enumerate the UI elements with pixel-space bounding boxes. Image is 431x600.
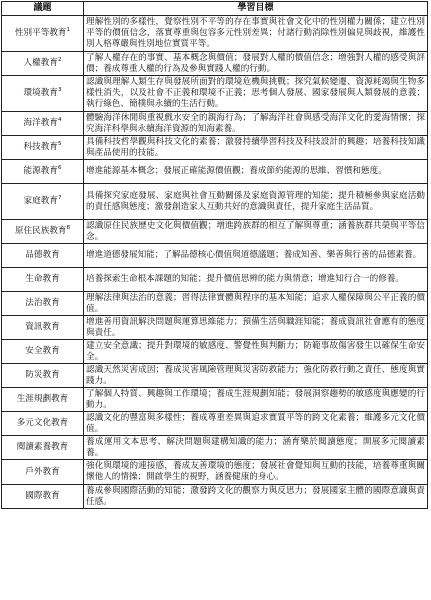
issue-cell (2, 184, 84, 220)
issue-cell (2, 52, 84, 76)
issue-name: 閱讀素養教育 (16, 442, 69, 452)
table-row (2, 112, 428, 136)
issue-cell (2, 412, 84, 436)
header-issue: 議題 (2, 2, 84, 16)
issue-cell (2, 364, 84, 388)
issue-name: 國際教育 (25, 491, 60, 501)
table-row (2, 292, 428, 316)
goal-cell: 認識文化的豐富與多樣性；養成尊重差異與追求實質平等的跨文化素養；維護多元文化價值。 (84, 412, 428, 436)
footnote-marker: 5 (57, 141, 62, 148)
table-row (2, 388, 428, 412)
table-row (2, 485, 428, 509)
issue-name: 人權教育 (23, 58, 58, 68)
issue-cell (2, 316, 84, 340)
table-row (2, 460, 428, 485)
issue-name: 戶外教育 (25, 466, 60, 477)
issue-name: 性別平等教育 (14, 28, 67, 38)
table-row (2, 220, 428, 244)
issue-name: 資訊教育 (25, 322, 60, 332)
issue-name: 安全教育 (25, 346, 60, 356)
footnote-marker: 3 (57, 87, 62, 94)
issue-name: 多元文化教育 (16, 418, 69, 428)
issue-cell (2, 292, 84, 316)
table-row (2, 268, 428, 292)
table-row (2, 76, 428, 112)
header-goal: 學習目標 (84, 2, 428, 16)
goal-cell: 具備科技哲學觀與科技文化的素養；激發持續學習科技及科技設計的興趣；培養科技知識與產品使用的技能。 (84, 136, 428, 160)
issue-name: 家庭教育 (23, 196, 58, 206)
issue-cell (2, 485, 84, 509)
goal-cell: 增進道德發展知能；了解品德核心價值與道德議題；養成知善、樂善與行善的品德素養。 (84, 244, 428, 268)
issue-cell (2, 388, 84, 412)
table-row (2, 340, 428, 364)
goal-cell: 養成運用文本思考、解決問題與建構知識的能力；涵育樂於閱讀態度；開展多元閱讀素養。 (84, 436, 428, 460)
table-row (2, 244, 428, 268)
table-row (2, 136, 428, 160)
issue-name: 品德教育 (25, 250, 60, 260)
issue-name: 生命教育 (25, 274, 60, 284)
table-row (2, 364, 428, 388)
footnote-marker: 1 (66, 27, 71, 34)
issue-cell (2, 268, 84, 292)
goal-cell: 了解個人特質、興趣與工作環境；養成生涯規劃知能；發展洞察趨勢的敏感度與應變的行動力。 (84, 388, 428, 412)
issue-name: 能源教育 (23, 166, 58, 176)
footnote-marker: 7 (57, 195, 62, 202)
table-header-row (2, 2, 428, 16)
issue-cell (2, 244, 84, 268)
goal-cell: 培養探索生命根本課題的知能；提升價值思辨的能力與情意；增進知行合一的修養。 (84, 268, 428, 292)
issue-name: 科技教育 (23, 142, 58, 152)
table-row (2, 52, 428, 76)
issue-cell (2, 340, 84, 364)
table-row (2, 160, 428, 184)
goal-cell: 增進能源基本概念；發展正確能源價值觀；養成節約能源的思維、習慣和態度。 (84, 160, 428, 184)
goal-cell: 體驗海洋休閒與重視戲水安全的親海行為；了解海洋社會與感受海洋文化的愛海情懷；探究海洋科學與永續海洋資源的知海素養。 (84, 112, 428, 136)
issue-cell (2, 436, 84, 460)
issue-cell (2, 160, 84, 184)
goal-cell: 具備探究家庭發展、家庭與社會互動關係及家庭資源管理的知能；提升積極參與家庭活動的責任感與態度；激發創造家人互動共好的意識與責任，提升家庭生活品質。 (84, 184, 428, 220)
issues-table (1, 1, 428, 509)
goal-cell: 建立安全意識；提升對環境的敏感度、警覺性與判斷力；防範事故傷害發生以確保生命安全。 (84, 340, 428, 364)
table-body (2, 16, 428, 509)
footnote-marker: 6 (57, 165, 62, 172)
table-row (2, 436, 428, 460)
goal-cell: 認識天然災害成因；養成災害風險管理與災害防救能力；強化防救行動之責任、態度與實踐力。 (84, 364, 428, 388)
table-row (2, 316, 428, 340)
issue-cell (2, 220, 84, 244)
goal-cell: 理解性別的多樣性，覺察性別不平等的存在事實與社會文化中的性別權力關係；建立性別平等的價值信念，落實尊重與包容多元性別差異；付諸行動消除性別偏見與歧視，維護性別人格尊嚴與性別地位實質平等。 (84, 16, 428, 52)
goal-cell: 養成參與國際活動的知能；激發跨文化的觀察力與反思力；發展國家主體的國際意識與責任感。 (84, 485, 428, 509)
footnote-marker: 8 (66, 225, 71, 232)
goal-cell: 認識與理解人類生存與發展所面對的環境危機與挑戰；探究氣候變遷、資源耗竭與生物多樣性消失，以及社會不正義和環境不正義；思考個人發展、國家發展與人類發展的意義；執行綠色、簡樸與永續的生活行動。 (84, 76, 428, 112)
issue-cell (2, 136, 84, 160)
goal-cell: 認識原住民族歷史文化與價值觀；增進跨族群的相互了解與尊重；涵養族群共榮與平等信念。 (84, 220, 428, 244)
issue-name: 生涯規劃教育 (16, 394, 69, 404)
issue-name: 環境教育 (23, 88, 58, 98)
issue-name: 法治教育 (25, 298, 60, 308)
goal-cell: 理解法律與法治的意義；習得法律實體與程序的基本知能；追求人權保障與公平正義的價值。 (84, 292, 428, 316)
goal-cell: 強化與環境的連接感，養成友善環境的態度；發展社會覺知與互動的技能，培養尊重與關懷他人的情操；開啟學生的視野，涵養健康的身心。 (84, 460, 428, 485)
footnote-marker: 2 (57, 57, 62, 64)
issue-cell (2, 76, 84, 112)
issue-cell (2, 112, 84, 136)
footnote-marker: 4 (57, 117, 62, 124)
table-row (2, 184, 428, 220)
issue-cell (2, 460, 84, 485)
table-row (2, 412, 428, 436)
table-row (2, 16, 428, 52)
issue-cell (2, 16, 84, 52)
issue-name: 防災教育 (25, 370, 60, 380)
goal-cell: 增進善用資訊解決問題與運算思維能力；預備生活與職涯知能；養成資訊社會應有的態度與責任。 (84, 316, 428, 340)
goal-cell: 了解人權存在的事實、基本概念與價值；發展對人權的價值信念；增強對人權的感受與評價；養成尊重人權的行為及參與實踐人權的行動。 (84, 52, 428, 76)
issue-name: 海洋教育 (23, 118, 58, 128)
issue-name: 原住民族教育 (14, 226, 67, 236)
